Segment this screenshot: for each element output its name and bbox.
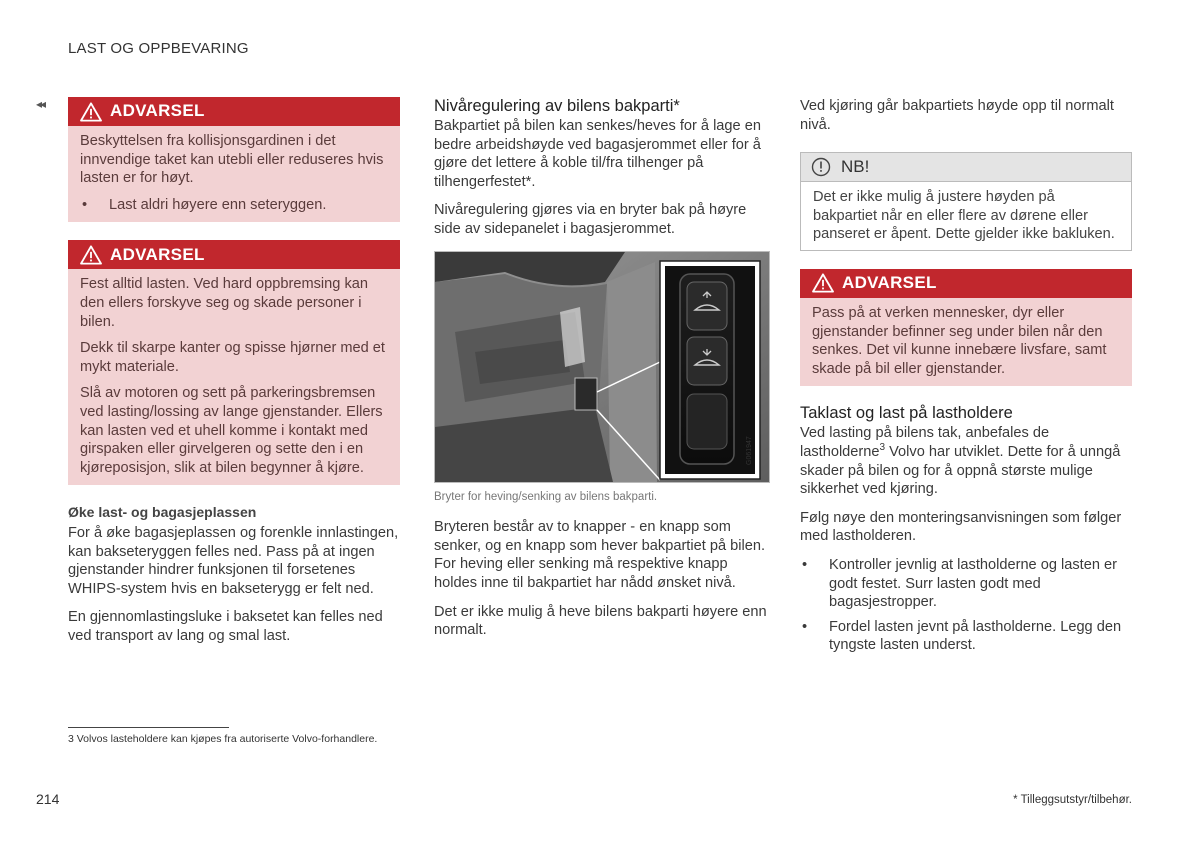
column-right [800, 97, 1132, 655]
note-header [801, 153, 1131, 182]
section-heading: Nivåregulering av bilens bakparti* [434, 97, 680, 115]
trunk-switch-illustration [435, 252, 769, 482]
warning-header [68, 97, 400, 126]
list-item [800, 618, 1132, 655]
column-middle [434, 97, 768, 650]
note-text: Det er ikke mulig å justere høyden på bakpartiet når en eller flere av dørene eller panseret er åpent. Dette gjelder ikke bakluken. [813, 189, 1115, 243]
figure-code: G061947 [746, 436, 753, 465]
footnote: 3 Volvos lasteholdere kan kjøpes fra autoriserte Volvo-forhandlere. [68, 733, 378, 745]
note-box [800, 152, 1132, 251]
figure-caption: Bryter for heving/senking av bilens bakparti. [434, 490, 658, 503]
warning-text: Pass på at verken mennesker, dyr eller gjenstander befinner seg under bilen når den senkes. Det vil kunne innebære livsfare, samt skade på bil eller gjenstander. [812, 304, 1107, 377]
warning-box-1 [68, 97, 400, 222]
footnote-divider [68, 727, 229, 728]
note-title: NB! [841, 156, 870, 176]
section-heading: Taklast og last på lastholdere [800, 404, 1013, 423]
bullet-icon: • [802, 556, 808, 573]
warning-triangle-icon [80, 245, 102, 265]
list-item [800, 556, 1132, 612]
warning-paragraph: Slå av motoren og sett på parkeringsbremsen ved lasting/lossing av lange gjenstander. Ellers kan lasten ved et uhell komme i kontakt med girspaken eller girvelgeren og sette den i en kjøreposisjon, slik at bilen begynner å kjøre. [80, 385, 383, 476]
body-paragraph: Det er ikke mulig å heve bilens bakparti høyere enn normalt. [434, 603, 767, 639]
warning-paragraph: Dekk til skarpe kanter og spisse hjørner med et mykt materiale. [80, 340, 385, 375]
bullet-text: Kontroller jevnlig at lastholderne og lasten er godt festet. Surr lasten godt med bagasjestropper. [829, 556, 1117, 611]
page-number: 214 [36, 791, 60, 807]
info-icon [811, 157, 831, 177]
warning-title: ADVARSEL [110, 101, 205, 121]
body-paragraph: For å øke bagasjeplassen og forenkle innlastingen, kan bakseteryggen felles ned. Pass på at ingen gjenstander hindrer funksjonen til forsetenes WHIPS-system hvis en bakseterygg er felt ned. [68, 524, 399, 597]
warning-title: ADVARSEL [110, 244, 205, 264]
body-paragraph: Bryteren består av to knapper - en knapp som senker, og en knapp som hever bakpartiet på bilen. For heving eller senking må respektive knapp holdes inne til bakpartiet har nådd ønsket nivå. [434, 519, 766, 591]
list-item [80, 196, 388, 215]
warning-title: ADVARSEL [842, 273, 937, 293]
warning-box-3 [800, 269, 1132, 386]
body-paragraph: Bakpartiet på bilen kan senkes/heves for å lage en bedre arbeidshøyde ved bagasjerommet eller for å gjøre det lettere å koble til/fra tilhenger på tilhengerfestet*. [434, 118, 761, 190]
warning-header [68, 240, 400, 269]
bullet-icon: • [802, 618, 808, 635]
body-paragraph: Ved kjøring går bakpartiets høyde opp til normalt nivå. [800, 98, 1114, 133]
section-heading: Øke last- og bagasjeplassen [68, 504, 257, 521]
section-title: LAST OG OPPBEVARING [68, 40, 249, 57]
bullet-text: Last aldri høyere enn seteryggen. [109, 196, 327, 213]
bullet-icon: • [82, 196, 88, 213]
back-arrows-icon[interactable]: ◂◂ [36, 97, 45, 111]
body-paragraph: Følg nøye den monteringsanvisningen som følger med lastholderen. [800, 509, 1122, 545]
warning-box-2 [68, 240, 400, 485]
accessory-note: * Tilleggsutstyr/tilbehør. [1013, 794, 1132, 806]
warning-paragraph: Fest alltid lasten. Ved hard oppbremsing kan den ellers forskyve seg og skade personer i bilen. [80, 276, 368, 330]
warning-text: Beskyttelsen fra kollisjonsgardinen i det innvendige taket kan utebli eller reduseres hvis lasten er for høyt. [80, 133, 384, 187]
warning-triangle-icon [80, 102, 102, 122]
bullet-text: Fordel lasten jevnt på lastholderne. Legg den tyngste lasten underst. [829, 618, 1122, 654]
body-paragraph: Nivåregulering gjøres via en bryter bak på høyre side av sidepanelet i bagasjerommet. [434, 202, 747, 237]
column-left [68, 97, 400, 655]
switch-figure [434, 251, 770, 483]
warning-triangle-icon [812, 273, 834, 293]
warning-header [800, 269, 1132, 298]
footnote-ref[interactable]: 3 [879, 442, 886, 454]
body-paragraph: En gjennomlastingsluke i baksetet kan felles ned ved transport av lang og smal last. [68, 609, 383, 644]
body-paragraph: Ved lasting på bilens tak, anbefales de lastholderne$^3$ Volvo har utviklet. Dette for å unngå skader på bilen og for å oppnå største mulige sikkerhet ved kjøring. [800, 425, 1121, 498]
